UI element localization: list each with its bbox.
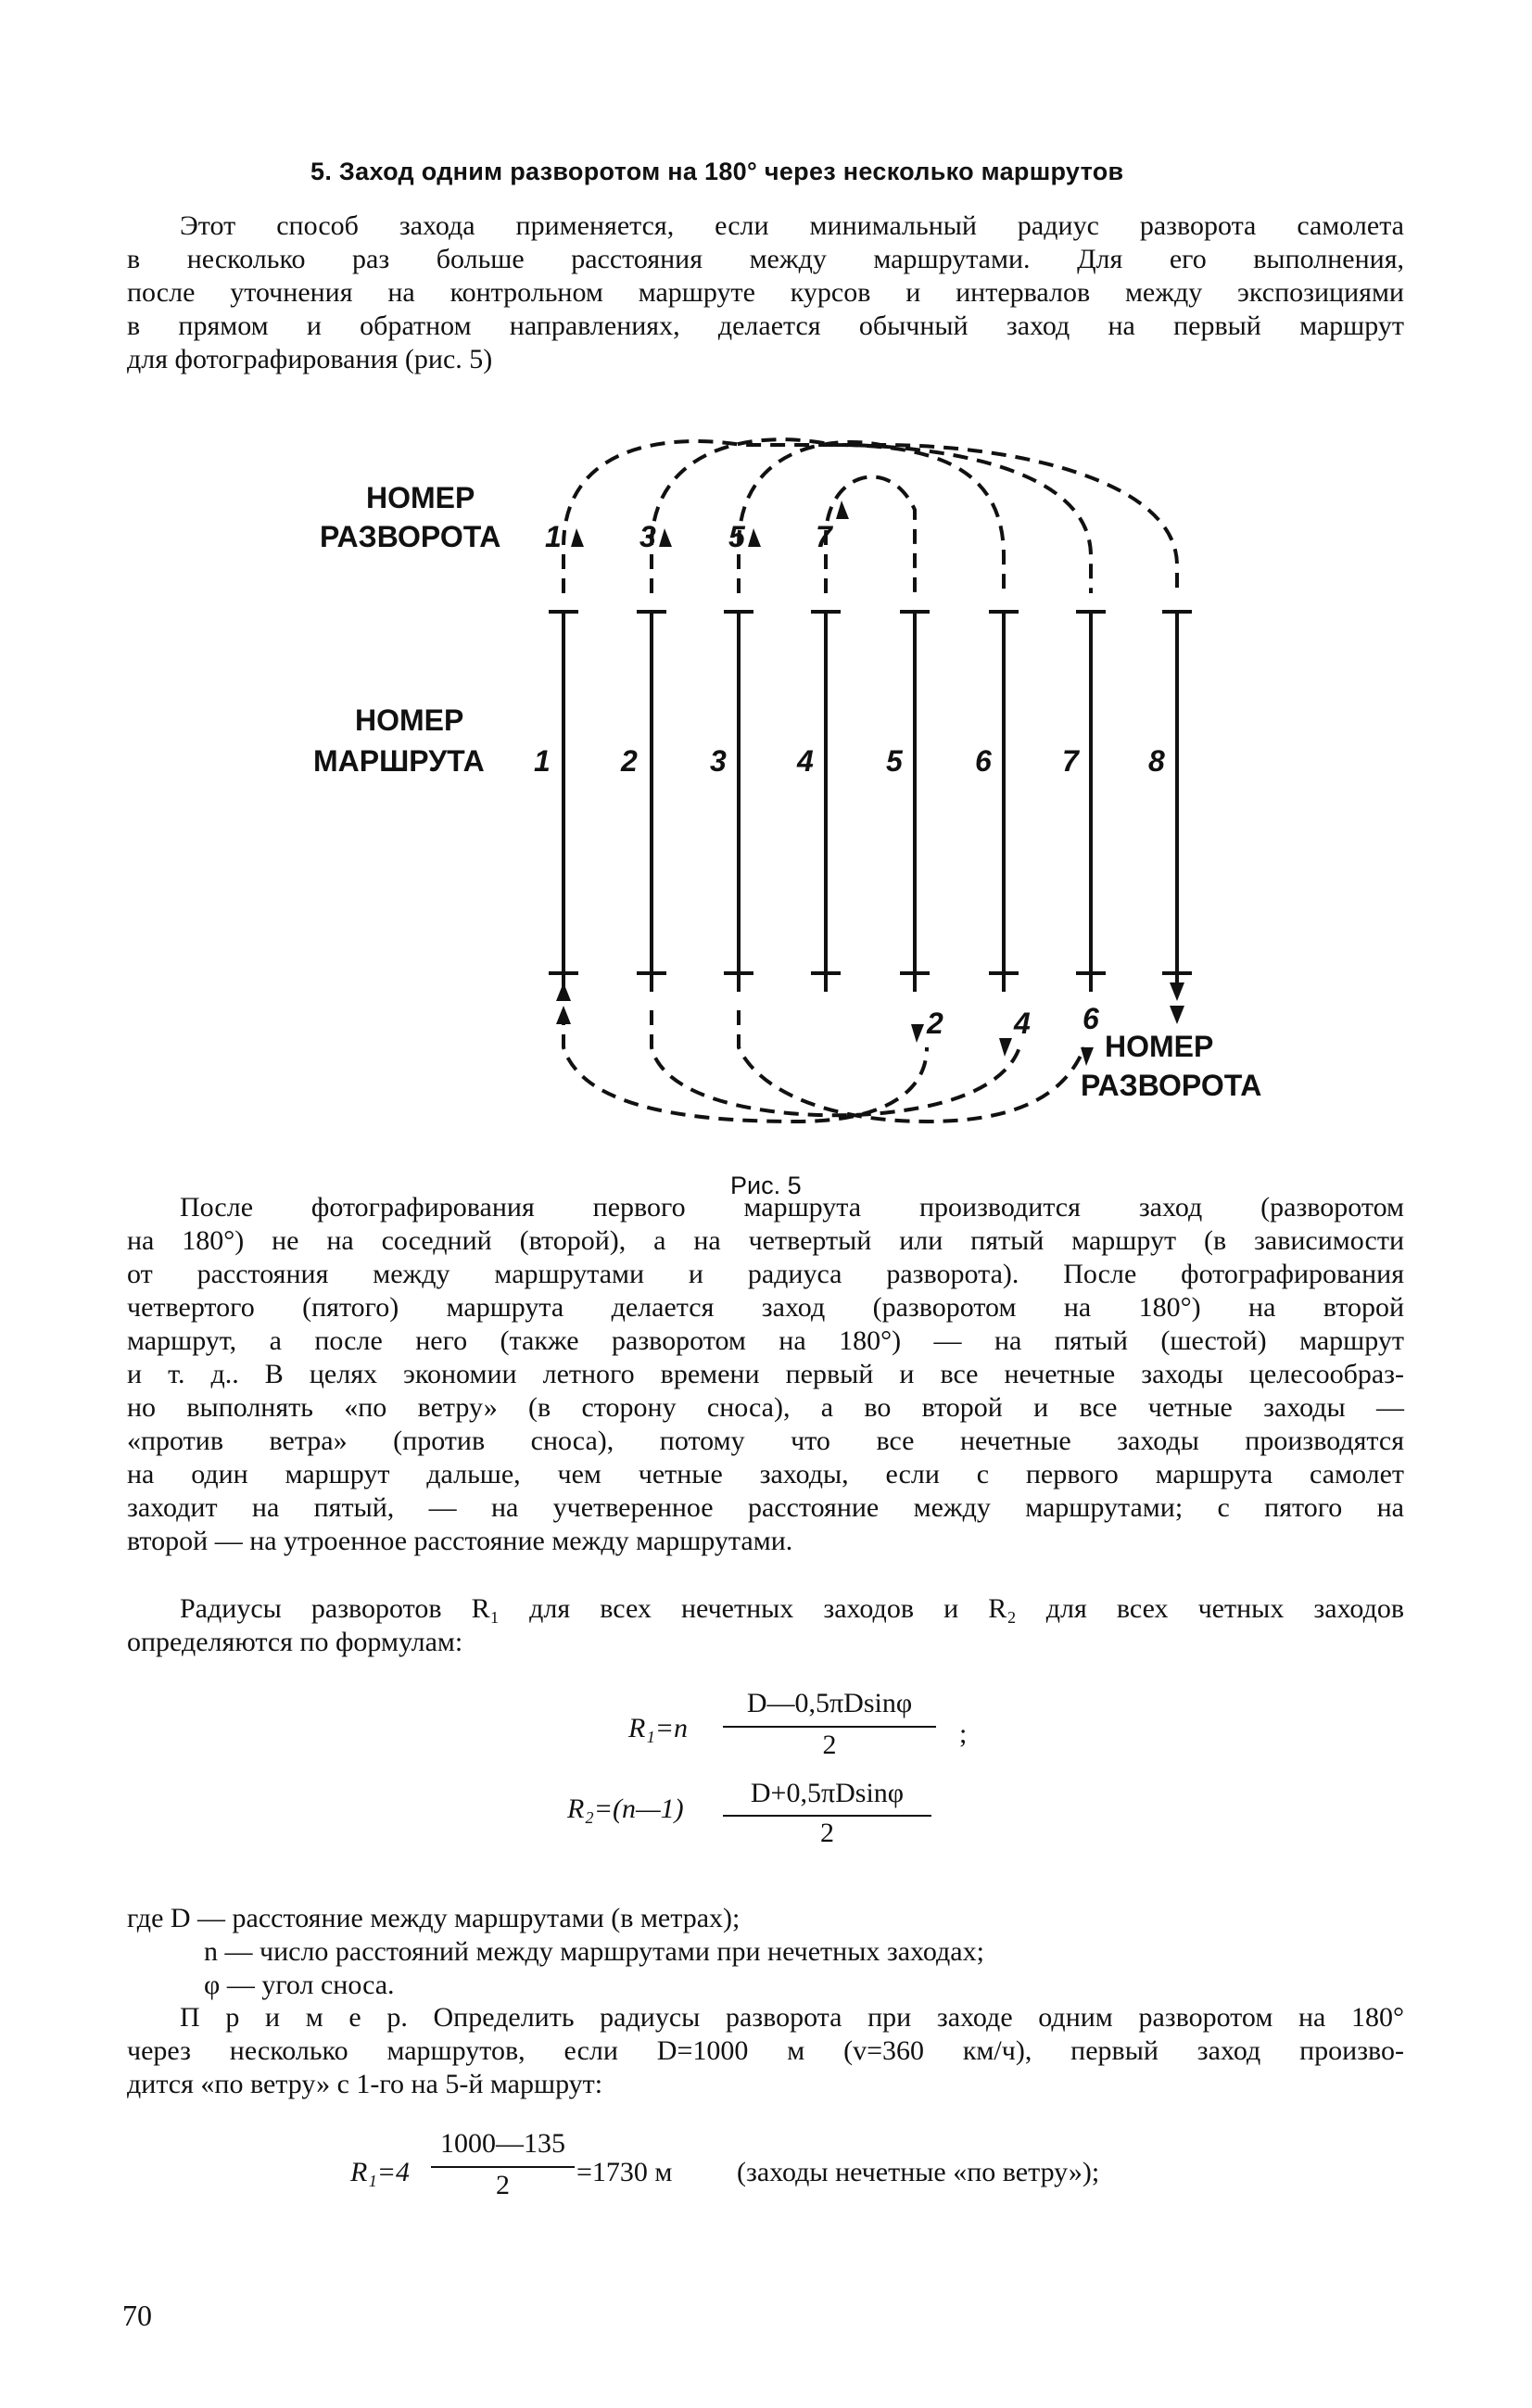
- paragraph-radii: [127, 1592, 1404, 1659]
- arrow-down-icon: [999, 1038, 1012, 1057]
- text-line: через несколько маршрутов, если D=1000 м (v=360 км/ч), первый заход произво-: [127, 2035, 1404, 2066]
- route-number: 5: [886, 744, 903, 778]
- turn-number: 1: [545, 520, 562, 553]
- route-number: 6: [975, 744, 992, 778]
- arrow-up-icon: [556, 982, 571, 1001]
- arrow-down-icon: [1081, 1047, 1094, 1066]
- formula-numerator: 1000—135: [440, 2128, 565, 2159]
- label-route: МАРШРУТА: [313, 744, 485, 778]
- label-turn-top: РАЗВОРОТА: [320, 520, 501, 553]
- formula-result: =1730 м: [576, 2157, 673, 2187]
- text-line: на 180°) не на соседний (второй), а на четвертый или пятый маршрут (в зависимости: [127, 1225, 1404, 1256]
- definition-line: φ — угол сноса.: [204, 1970, 395, 2000]
- text-line: после уточнения на контрольном маршруте курсов и интервалов между экспозициями: [127, 277, 1404, 308]
- turn-number: 4: [1014, 1007, 1031, 1040]
- turn-arc-bottom: [563, 1010, 927, 1122]
- formula-lhs: R₂=(n—1): [567, 1793, 684, 1824]
- text-line: от расстояния между маршрутами и радиуса разворота). После фотографирования: [127, 1259, 1404, 1289]
- text-line: для фотографирования (рис. 5): [127, 344, 493, 374]
- arrow-down-icon: [1170, 982, 1184, 1001]
- text-line: определяются по формулам:: [127, 1627, 463, 1657]
- formula-denominator: 2: [496, 2170, 510, 2200]
- text-line: После фотографирования первого маршрута производится заход (разворотом: [180, 1192, 1404, 1223]
- section-heading: 5. Заход одним разворотом на 180° через несколько маршрутов: [310, 158, 1124, 185]
- turn-arc-bottom: [652, 1010, 1019, 1115]
- turn-number: 3: [639, 520, 656, 553]
- fraction-bar: [723, 1726, 936, 1728]
- label-turn-bottom: НОМЕР: [1105, 1030, 1214, 1063]
- arrow-up-icon: [836, 501, 849, 519]
- formula-numerator: D—0,5πDsinφ: [746, 1688, 913, 1718]
- arrow-up-icon: [571, 528, 584, 547]
- arrow-up-icon: [659, 528, 672, 547]
- arrow-up-icon: [748, 528, 761, 547]
- text-line: четвертого (пятого) маршрута делается заход (разворотом на 180°) на второй: [127, 1292, 1404, 1323]
- text-line: на один маршрут дальше, чем четные заходы, если с первого маршрута самолет: [127, 1459, 1404, 1489]
- text-line: Этот способ захода применяется, если минимальный радиус разворота самолета: [180, 210, 1404, 241]
- turn-arc-top: [652, 439, 1091, 593]
- route-number: 2: [621, 744, 638, 778]
- turn-arc-top: [563, 441, 1004, 593]
- paragraph-intro: [127, 209, 1404, 376]
- route-number: 3: [710, 744, 727, 778]
- route-number: 8: [1148, 744, 1165, 778]
- label-turn-bottom: РАЗВОРОТА: [1081, 1069, 1262, 1102]
- text-line: но выполнять «по ветру» (в сторону сноса), а во второй и все четные заходы —: [127, 1392, 1404, 1423]
- turn-arc-top: [826, 476, 915, 593]
- figure-5-diagram: [0, 408, 1532, 1149]
- paragraph-procedure: [127, 1191, 1404, 1558]
- arrow-down-icon: [911, 1024, 924, 1043]
- text-line: в прямом и обратном направлениях, делается обычный заход на первый маршрут: [127, 311, 1404, 341]
- formula-tail: ;: [959, 1718, 968, 1749]
- text-line: маршрут, а после него (также разворотом на 180°) — на пятый (шестой) маршрут: [127, 1325, 1404, 1356]
- text-line: заходит на пятый, — на учетверенное расстояние между маршрутами; с пятого на: [127, 1492, 1404, 1523]
- variable-definitions: [127, 1902, 984, 2002]
- label-turn-top: НОМЕР: [366, 481, 475, 514]
- formula-lhs: R₁=n: [628, 1713, 688, 1743]
- formula-denominator: 2: [820, 1818, 834, 1848]
- figure-caption: Рис. 5: [730, 1172, 802, 1199]
- fraction-bar: [723, 1815, 931, 1817]
- text-line: П р и м е р. Определить радиусы разворота при заходе одним разворотом на 180°: [180, 2002, 1404, 2033]
- fraction-bar: [431, 2166, 575, 2168]
- arrow-down-icon: [1170, 1006, 1184, 1024]
- text-line: дится «по ветру» с 1-го на 5-й маршрут:: [127, 2069, 603, 2099]
- text-line: «против ветра» (против сноса), потому что все нечетные заходы производятся: [127, 1426, 1404, 1456]
- turn-number: 7: [816, 520, 832, 553]
- text-line: и т. д.. В целях экономии летного времени первый и все нечетные заходы целесообраз-: [127, 1359, 1404, 1389]
- arrow-up-icon: [556, 1006, 571, 1024]
- turn-arc-top: [739, 442, 1177, 593]
- formula-numerator: D+0,5πDsinφ: [750, 1778, 905, 1808]
- label-route: НОМЕР: [355, 703, 464, 737]
- route-number: 1: [534, 744, 551, 778]
- paragraph-example: [127, 2001, 1404, 2101]
- formula-lhs: R₁=4: [350, 2157, 410, 2187]
- definition-line: где D — расстояние между маршрутами (в метрах);: [127, 1903, 741, 1933]
- page-number: 70: [122, 2299, 152, 2332]
- route-number: 7: [1062, 744, 1079, 778]
- turn-number: 6: [1083, 1002, 1099, 1035]
- formula-denominator: 2: [822, 1730, 837, 1760]
- turn-number: 2: [927, 1007, 943, 1040]
- text-line: в несколько раз больше расстояния между маршрутами. Для его выполнения,: [127, 244, 1404, 274]
- turn-arc-bottom: [739, 1010, 1084, 1122]
- text-line: Радиусы разворотов R₁ для всех нечетных заходов и R₂ для всех четных заходов: [180, 1593, 1404, 1624]
- formula-note: (заходы нечетные «по ветру»);: [737, 2157, 1100, 2187]
- route-number: 4: [797, 744, 814, 778]
- text-line: второй — на утроенное расстояние между маршрутами.: [127, 1526, 793, 1556]
- definition-line: n — число расстояний между маршрутами при нечетных заходах;: [204, 1936, 984, 1967]
- turn-number: 5: [728, 520, 745, 553]
